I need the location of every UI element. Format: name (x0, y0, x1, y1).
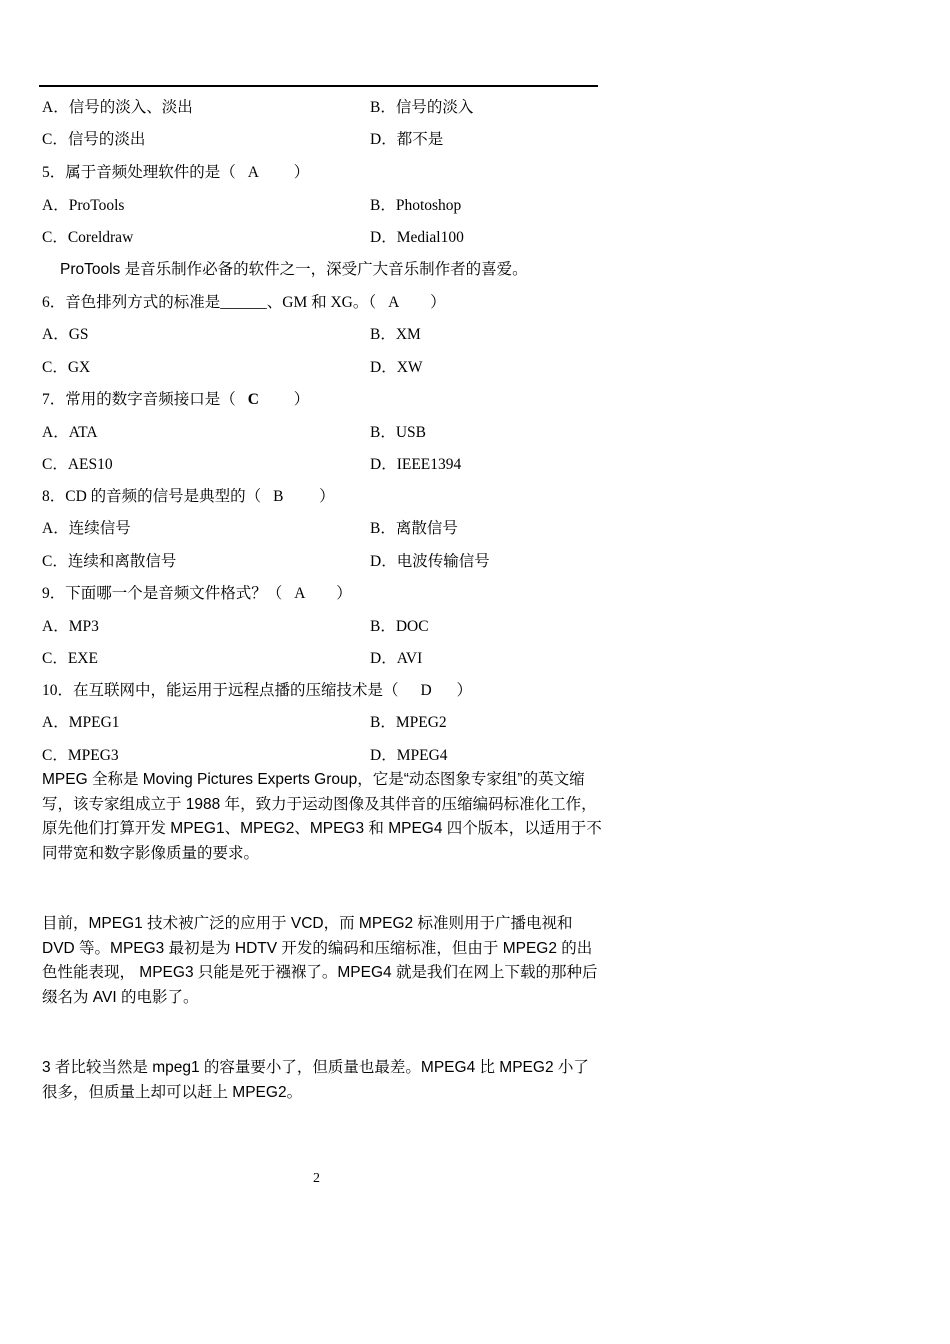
q7-stem-text: 7．常用的数字音频接口是（ (42, 391, 236, 408)
q5-note: ProTools 是音乐制作必备的软件之一，深受广大音乐制作者的喜爱。 (60, 261, 528, 278)
q10-close: ） (456, 682, 473, 699)
q9-option-a: A．MP3 (42, 618, 99, 635)
page-number: 2 (313, 1171, 320, 1186)
q7-stem (42, 387, 309, 409)
q8-stem-text: 8．CD 的音频的信号是典型的（ (42, 488, 262, 505)
q8-answer: B (273, 488, 284, 505)
q4-option-b: B．信号的淡入 (370, 99, 474, 116)
q10-option-b: B．MPEG2 (370, 714, 447, 731)
q10-stem-text: 10．在互联网中，能运用于远程点播的压缩技术是（ (42, 682, 399, 699)
q8-stem (42, 484, 335, 506)
q5-stem-text: 5．属于音频处理软件的是（ (42, 164, 236, 181)
q7-answer: C (247, 391, 259, 408)
q6-close: ） (430, 294, 446, 311)
q6-answer: A (388, 294, 400, 311)
header-rule (39, 85, 598, 87)
q7-option-a: A．ATA (42, 424, 98, 441)
q9-close: ） (336, 585, 352, 602)
q6-option-d: D．XW (370, 359, 423, 376)
q10-stem (42, 678, 472, 700)
explanation-paragraph-3: 3 者比较当然是 mpeg1 的容量要小了，但质量也最差。MPEG4 比 MPEG2 小了很多，但质量上却可以赶上 MPEG2。 (42, 1059, 589, 1101)
q6-option-c: C．GX (42, 359, 91, 376)
q6-stem (42, 290, 446, 312)
q9-option-c: C．EXE (42, 650, 98, 667)
q6-stem-text: 6．音色排列方式的标准是______、GM 和 XG。（ (42, 294, 377, 311)
q6-option-b: B．XM (370, 326, 421, 343)
q8-option-d: D．电波传输信号 (370, 553, 490, 570)
q9-answer: A (294, 585, 306, 602)
q9-stem (42, 581, 352, 603)
q9-option-b: B．DOC (370, 618, 429, 635)
q5-answer: A (247, 164, 259, 181)
explanation-paragraph-2: 目前，MPEG1 技术被广泛的应用于 VCD，而 MPEG2 标准则用于广播电视和 DVD 等。MPEG3 最初是为 HDTV 开发的编码和压缩标准，但由于 MPEG2 的出色性能表现， MPEG3 只能是死于襁褓了。MPEG4 就是我们在网上下载的那种后缀名为 AVI 的电影了。 (42, 915, 598, 1006)
q5-option-b: B．Photoshop (370, 197, 462, 214)
q10-option-d: D．MPEG4 (370, 747, 448, 764)
q8-close: ） (319, 488, 335, 505)
q8-option-b: B．离散信号 (370, 520, 458, 537)
q9-stem-text: 9．下面哪一个是音频文件格式？（ (42, 585, 283, 602)
q10-option-c: C．MPEG3 (42, 747, 119, 764)
q5-close: ） (293, 164, 310, 181)
q4-option-a: A．信号的淡入、淡出 (42, 99, 193, 116)
q7-option-b: B．USB (370, 424, 426, 441)
q5-stem (42, 160, 309, 182)
q9-option-d: D．AVI (370, 650, 423, 667)
q7-option-d: D．IEEE1394 (370, 456, 462, 473)
q8-option-c: C．连续和离散信号 (42, 553, 177, 570)
q5-option-a: A．ProTools (42, 197, 125, 214)
q4-option-c: C．信号的淡出 (42, 131, 146, 148)
q7-close: ） (293, 391, 310, 408)
q10-answer: D (420, 682, 432, 699)
q7-option-c: C．AES10 (42, 456, 113, 473)
q5-option-c: C．Coreldraw (42, 229, 134, 246)
q8-option-a: A．连续信号 (42, 520, 131, 537)
q4-option-d: D．都不是 (370, 131, 444, 148)
q6-option-a: A．GS (42, 326, 89, 343)
q5-option-d: D．Medial100 (370, 229, 464, 246)
q10-option-a: A．MPEG1 (42, 714, 120, 731)
explanation-paragraph-1: MPEG 全称是 Moving Pictures Experts Group，它是“动态图象专家组”的英文缩写，该专家组成立于 1988 年，致力于运动图像及其伴音的压缩编码标准化工作，原先他们打算开发 MPEG1、MPEG2、MPEG3 和 MPEG4 四个版本，以适用于不同带宽和数字影像质量的要求。 (42, 771, 602, 862)
